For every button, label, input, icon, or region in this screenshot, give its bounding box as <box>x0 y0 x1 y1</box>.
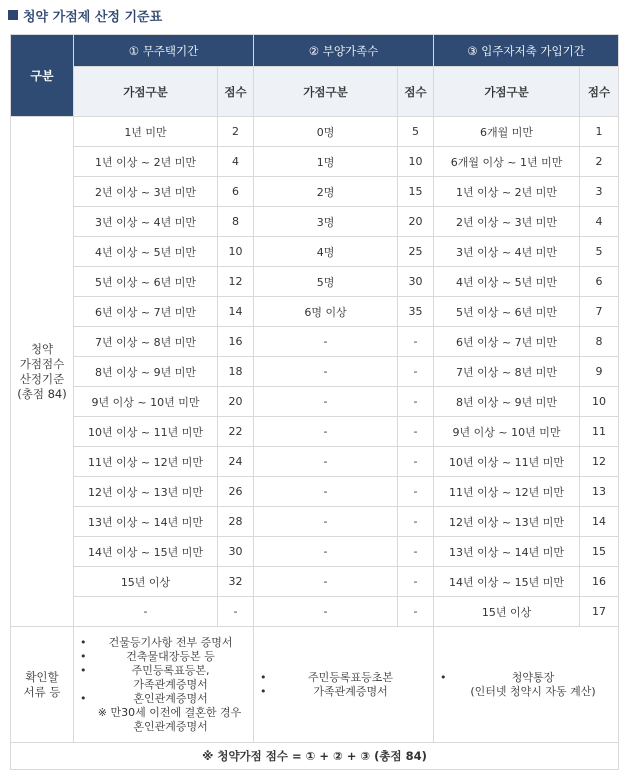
savings-period-score: 9 <box>580 357 619 387</box>
subheader-score-2: 점수 <box>398 67 434 117</box>
table-row <box>11 177 619 207</box>
dependents-score: 20 <box>398 207 434 237</box>
document-list-item: • 주민등록표등본, <box>80 664 253 678</box>
savings-period-range: 4년 이상 ~ 5년 미만 <box>434 267 580 297</box>
homeless-period-range: - <box>74 597 218 627</box>
dependents-score: - <box>398 567 434 597</box>
savings-period-range: 6개월 미만 <box>434 117 580 147</box>
savings-period-range: 10년 이상 ~ 11년 미만 <box>434 447 580 477</box>
header-group-savings-period: ③ 입주자저축 가입기간 <box>434 35 619 67</box>
docs-list-savings <box>434 671 618 699</box>
header-group-dependents: ② 부양가족수 <box>254 35 434 67</box>
homeless-period-score: 32 <box>218 567 254 597</box>
savings-period-range: 6개월 이상 ~ 1년 미만 <box>434 147 580 177</box>
subheader-score-3: 점수 <box>580 67 619 117</box>
homeless-period-range: 11년 이상 ~ 12년 미만 <box>74 447 218 477</box>
square-bullet-icon <box>8 10 18 20</box>
homeless-period-range: 9년 이상 ~ 10년 미만 <box>74 387 218 417</box>
savings-period-range: 7년 이상 ~ 8년 미만 <box>434 357 580 387</box>
savings-period-range: 12년 이상 ~ 13년 미만 <box>434 507 580 537</box>
homeless-period-range: 14년 이상 ~ 15년 미만 <box>74 537 218 567</box>
savings-period-range: 9년 이상 ~ 10년 미만 <box>434 417 580 447</box>
homeless-period-score: 28 <box>218 507 254 537</box>
savings-period-range: 5년 이상 ~ 6년 미만 <box>434 297 580 327</box>
docs-label <box>11 627 74 743</box>
document-list-item: ※ 만30세 이전에 결혼한 경우 <box>97 705 242 719</box>
dependents-score: 25 <box>398 237 434 267</box>
savings-period-score: 15 <box>580 537 619 567</box>
table-row <box>11 147 619 177</box>
dependents-count: - <box>254 447 398 477</box>
homeless-period-range: 3년 이상 ~ 4년 미만 <box>74 207 218 237</box>
table-row <box>11 267 619 297</box>
table-row <box>11 567 619 597</box>
savings-period-range: 15년 이상 <box>434 597 580 627</box>
savings-period-range: 1년 이상 ~ 2년 미만 <box>434 177 580 207</box>
dependents-score: - <box>398 477 434 507</box>
homeless-period-range: 4년 이상 ~ 5년 미만 <box>74 237 218 267</box>
total-score-formula: ※ 청약가점 점수 = ① + ② + ③ (총점 84) <box>11 743 619 770</box>
score-table <box>10 34 619 770</box>
dependents-score: 15 <box>398 177 434 207</box>
savings-period-range: 6년 이상 ~ 7년 미만 <box>434 327 580 357</box>
dependents-count: - <box>254 417 398 447</box>
row-header-line: (총점 84) <box>17 386 67 401</box>
table-row <box>11 477 619 507</box>
homeless-period-range: 13년 이상 ~ 14년 미만 <box>74 507 218 537</box>
dependents-count: - <box>254 477 398 507</box>
savings-period-score: 14 <box>580 507 619 537</box>
homeless-period-score: 24 <box>218 447 254 477</box>
row-header-line: 가점점수 <box>19 356 65 371</box>
homeless-period-score: 18 <box>218 357 254 387</box>
docs-list-homeless <box>74 636 253 734</box>
dependents-score: - <box>398 597 434 627</box>
homeless-period-range: 12년 이상 ~ 13년 미만 <box>74 477 218 507</box>
docs-homeless <box>74 627 254 743</box>
homeless-period-score: - <box>218 597 254 627</box>
row-header-line: 산정기준 <box>19 371 65 386</box>
subheader-category-2: 가점구분 <box>254 67 398 117</box>
table-row <box>11 507 619 537</box>
homeless-period-score: 4 <box>218 147 254 177</box>
row-header-criteria <box>11 117 74 627</box>
dependents-count: 6명 이상 <box>254 297 398 327</box>
homeless-period-score: 16 <box>218 327 254 357</box>
header-group-homeless-period: ① 무주택기간 <box>74 35 254 67</box>
homeless-period-score: 10 <box>218 237 254 267</box>
table-row <box>11 297 619 327</box>
dependents-score: 5 <box>398 117 434 147</box>
dependents-count: 5명 <box>254 267 398 297</box>
dependents-count: 0명 <box>254 117 398 147</box>
savings-period-score: 11 <box>580 417 619 447</box>
homeless-period-score: 26 <box>218 477 254 507</box>
homeless-period-score: 2 <box>218 117 254 147</box>
dependents-count: 1명 <box>254 147 398 177</box>
savings-period-range: 2년 이상 ~ 3년 미만 <box>434 207 580 237</box>
row-header-line: 청약 <box>30 341 54 356</box>
dependents-score: 30 <box>398 267 434 297</box>
savings-period-score: 4 <box>580 207 619 237</box>
homeless-period-range: 1년 미만 <box>74 117 218 147</box>
dependents-count: - <box>254 357 398 387</box>
savings-period-range: 11년 이상 ~ 12년 미만 <box>434 477 580 507</box>
homeless-period-range: 2년 이상 ~ 3년 미만 <box>74 177 218 207</box>
dependents-count: 4명 <box>254 237 398 267</box>
docs-label-line: 확인할 <box>25 669 59 684</box>
savings-period-range: 14년 이상 ~ 15년 미만 <box>434 567 580 597</box>
document-list-item: • 주민등록표등초본 <box>260 671 433 685</box>
dependents-score: - <box>398 447 434 477</box>
homeless-period-score: 20 <box>218 387 254 417</box>
subheader-category-1: 가점구분 <box>74 67 218 117</box>
table-row <box>11 417 619 447</box>
dependents-score: - <box>398 387 434 417</box>
dependents-count: 3명 <box>254 207 398 237</box>
docs-dependents <box>254 627 434 743</box>
dependents-count: - <box>254 387 398 417</box>
homeless-period-range: 10년 이상 ~ 11년 미만 <box>74 417 218 447</box>
savings-period-score: 3 <box>580 177 619 207</box>
dependents-count: - <box>254 597 398 627</box>
subheader-category-3: 가점구분 <box>434 67 580 117</box>
homeless-period-range: 5년 이상 ~ 6년 미만 <box>74 267 218 297</box>
homeless-period-score: 30 <box>218 537 254 567</box>
savings-period-score: 6 <box>580 267 619 297</box>
header-gubun: 구분 <box>11 35 74 117</box>
document-list-item: 혼인관계증명서 <box>133 719 208 733</box>
homeless-period-range: 7년 이상 ~ 8년 미만 <box>74 327 218 357</box>
dependents-score: - <box>398 417 434 447</box>
table-row <box>11 357 619 387</box>
dependents-count: - <box>254 537 398 567</box>
dependents-score: - <box>398 327 434 357</box>
document-list-item: • 가족관계증명서 <box>260 685 433 699</box>
homeless-period-score: 12 <box>218 267 254 297</box>
homeless-period-range: 6년 이상 ~ 7년 미만 <box>74 297 218 327</box>
savings-period-score: 1 <box>580 117 619 147</box>
document-list-item: • 건축물대장등본 등 <box>80 650 253 664</box>
dependents-count: 2명 <box>254 177 398 207</box>
homeless-period-range: 8년 이상 ~ 9년 미만 <box>74 357 218 387</box>
savings-period-score: 2 <box>580 147 619 177</box>
table-row <box>11 537 619 567</box>
savings-period-score: 7 <box>580 297 619 327</box>
savings-period-range: 8년 이상 ~ 9년 미만 <box>434 387 580 417</box>
homeless-period-score: 14 <box>218 297 254 327</box>
dependents-score: - <box>398 507 434 537</box>
score-table-body <box>11 117 619 770</box>
document-list-item: • 건물등기사항 전부 증명서 <box>80 636 253 650</box>
subheader-score-1: 점수 <box>218 67 254 117</box>
table-row <box>11 207 619 237</box>
docs-savings <box>434 627 619 743</box>
dependents-count: - <box>254 327 398 357</box>
dependents-count: - <box>254 507 398 537</box>
savings-period-score: 10 <box>580 387 619 417</box>
docs-label-line: 서류 등 <box>23 684 61 699</box>
savings-period-score: 13 <box>580 477 619 507</box>
homeless-period-range: 15년 이상 <box>74 567 218 597</box>
table-row <box>11 597 619 627</box>
table-row <box>11 387 619 417</box>
homeless-period-score: 6 <box>218 177 254 207</box>
table-row <box>11 237 619 267</box>
document-list-item: • 청약통장 <box>440 671 618 685</box>
docs-list-dependents <box>254 671 433 699</box>
table-row <box>11 447 619 477</box>
table-row <box>11 327 619 357</box>
formula-row <box>11 743 619 770</box>
document-list-item: • 혼인관계증명서 <box>80 692 253 706</box>
homeless-period-score: 22 <box>218 417 254 447</box>
document-list-item: 가족관계증명서 <box>133 677 208 691</box>
document-list-item: (인터넷 청약시 자동 계산) <box>470 684 596 698</box>
dependents-score: - <box>398 357 434 387</box>
dependents-count: - <box>254 567 398 597</box>
page-title <box>8 6 162 24</box>
dependents-score: - <box>398 537 434 567</box>
dependents-score: 10 <box>398 147 434 177</box>
savings-period-score: 12 <box>580 447 619 477</box>
docs-row <box>11 627 619 743</box>
savings-period-range: 13년 이상 ~ 14년 미만 <box>434 537 580 567</box>
homeless-period-score: 8 <box>218 207 254 237</box>
savings-period-score: 8 <box>580 327 619 357</box>
savings-period-range: 3년 이상 ~ 4년 미만 <box>434 237 580 267</box>
page-title-text: 청약 가점제 산정 기준표 <box>23 9 163 25</box>
savings-period-score: 16 <box>580 567 619 597</box>
dependents-score: 35 <box>398 297 434 327</box>
homeless-period-range: 1년 이상 ~ 2년 미만 <box>74 147 218 177</box>
savings-period-score: 17 <box>580 597 619 627</box>
savings-period-score: 5 <box>580 237 619 267</box>
table-row <box>11 117 619 147</box>
